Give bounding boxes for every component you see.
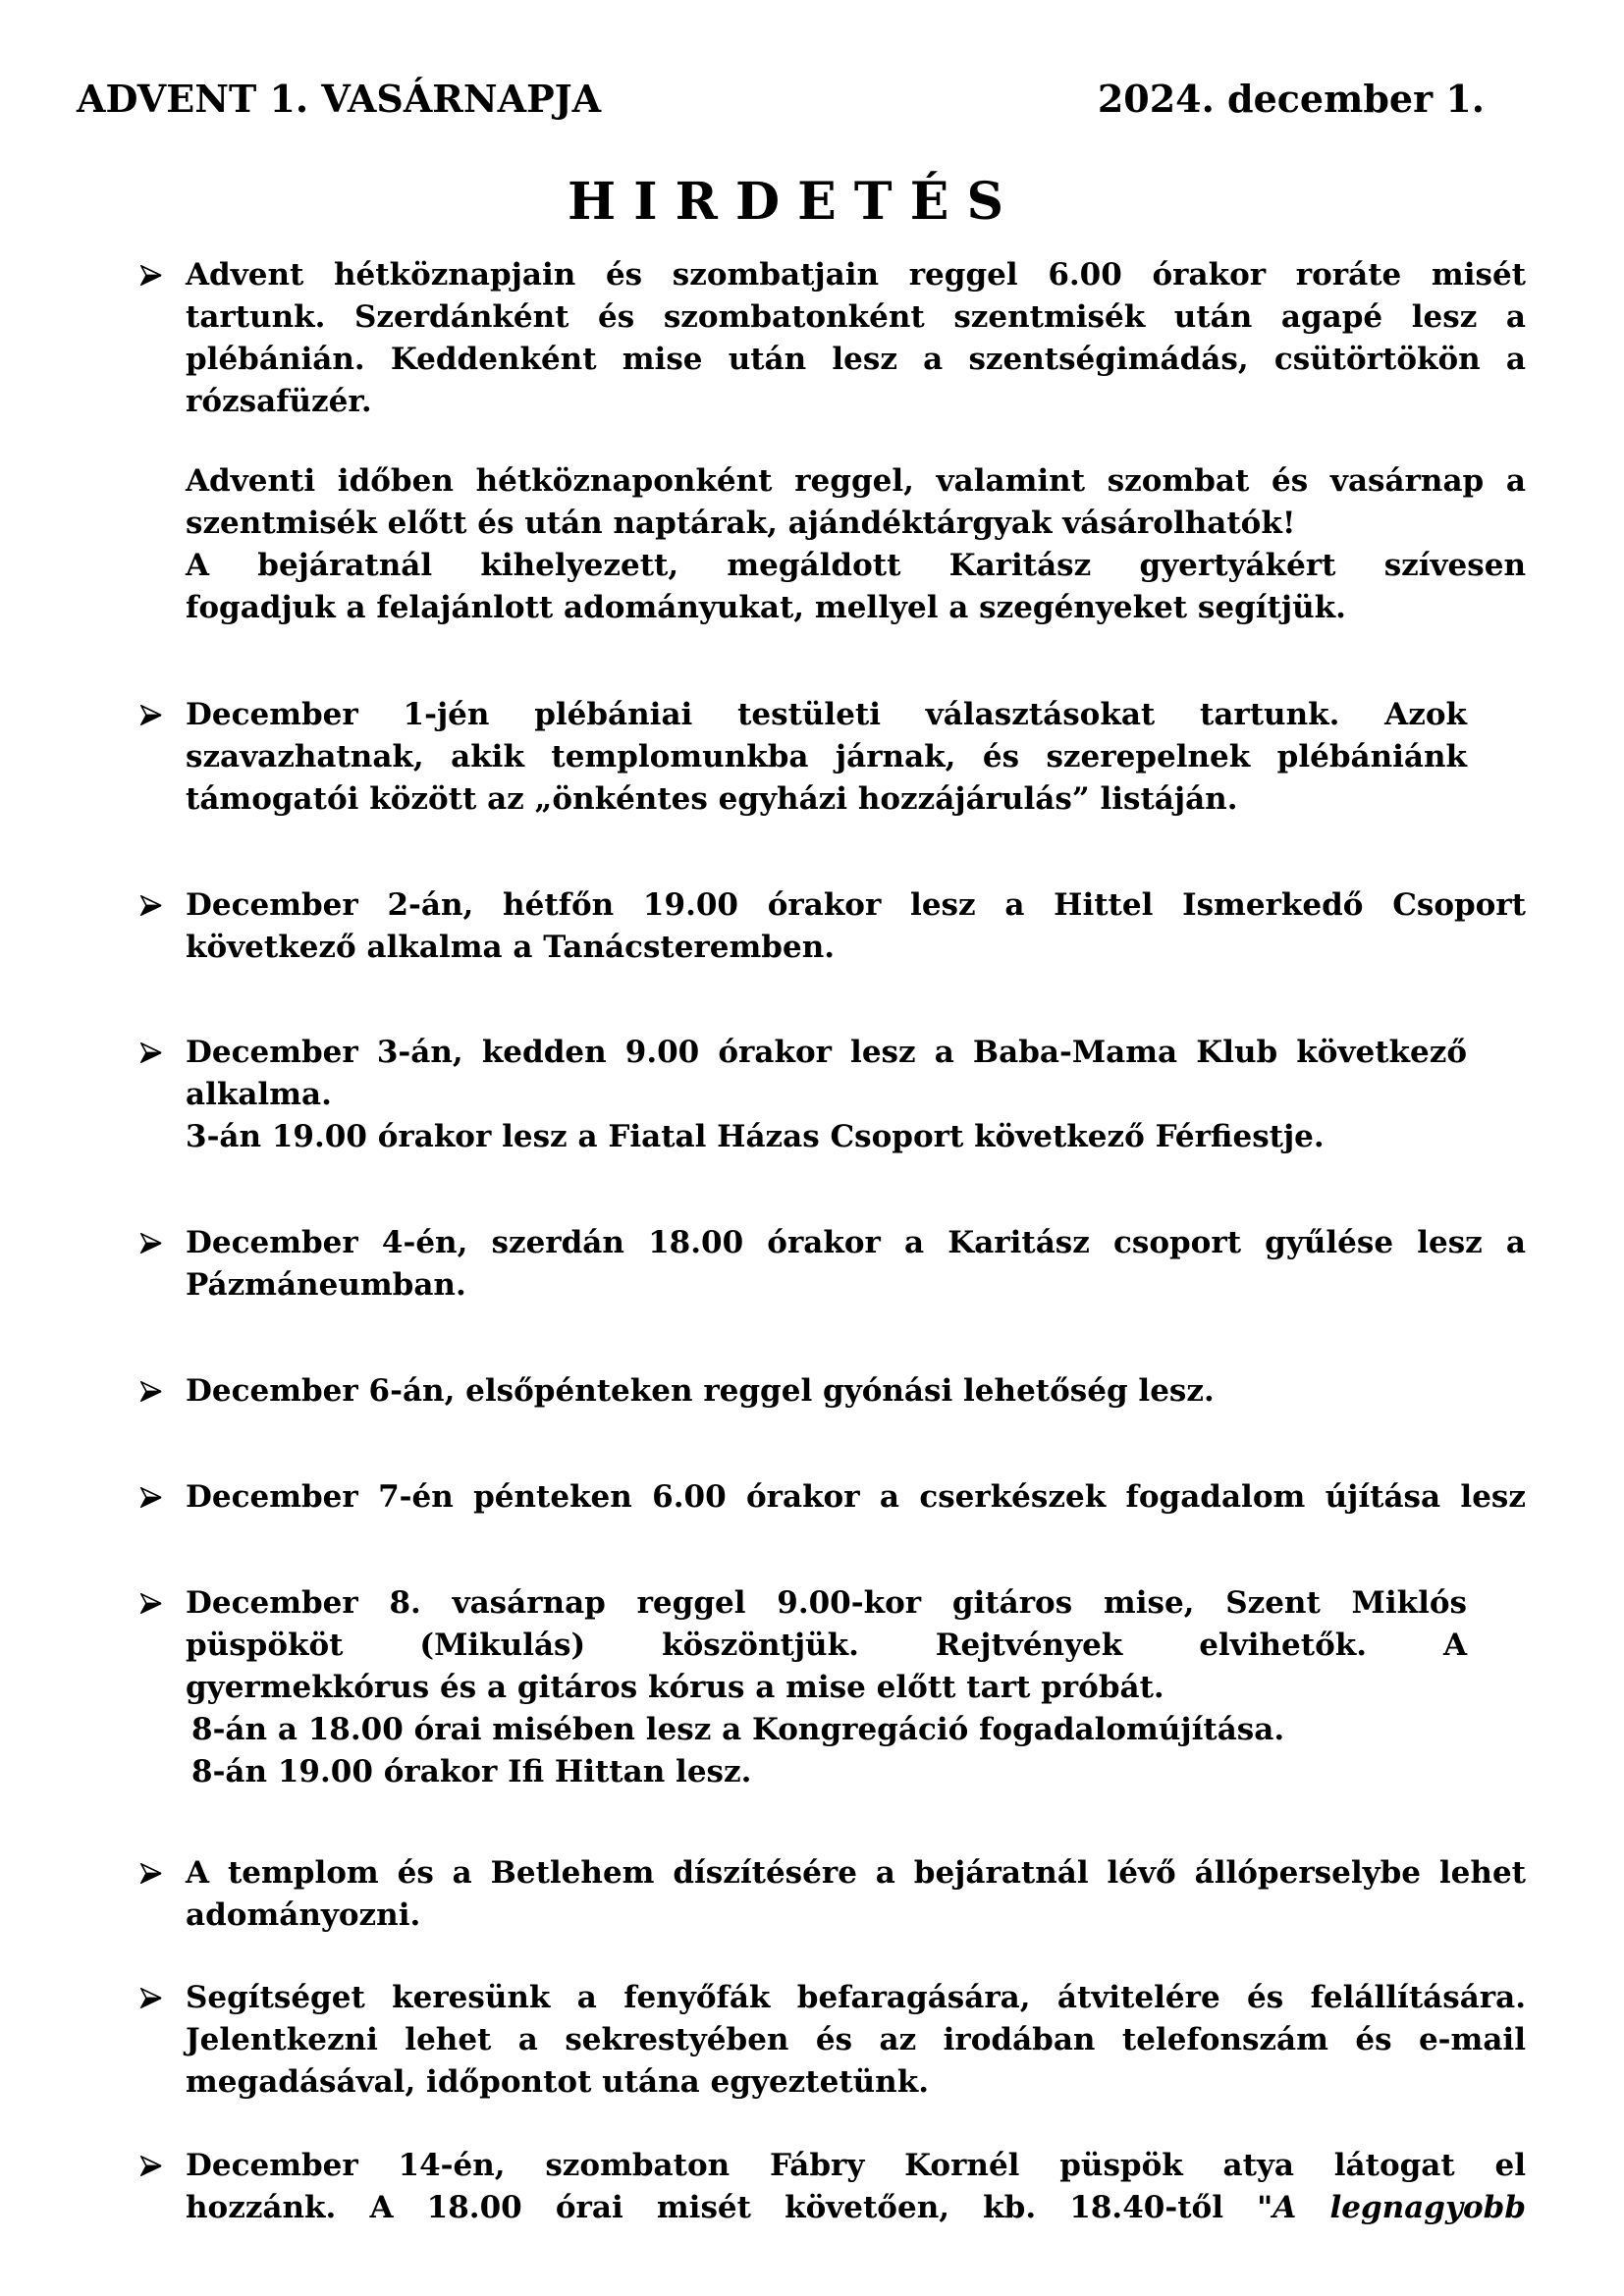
announcement-item — [186, 884, 1526, 969]
announcement-line: gyermekkórus és a gitáros kórus a mise előtt tart próbát. — [186, 1670, 1164, 1705]
bullet-arrow-icon — [140, 1487, 162, 1508]
announcement-line: püspököt (Mikulás) köszöntjük. Rejtvények elvihetők. A — [186, 1628, 1467, 1663]
announcement-line: megadásával, időpontot utána egyeztetünk. — [186, 2064, 929, 2100]
announcement-line: December 8. vasárnap reggel 9.00-kor gitáros mise, Szent Miklós — [186, 1585, 1467, 1621]
announcement-item — [186, 1582, 1467, 1793]
bullet-arrow-icon — [140, 2156, 162, 2176]
bullet-arrow-icon — [140, 1593, 162, 1614]
announcement-line: December 4-én, szerdán 18.00 órakor a Karitász csoport gyűlése lesz a — [186, 1225, 1526, 1260]
announcement-item — [186, 1222, 1526, 1307]
announcement-item — [186, 1977, 1526, 2104]
announcement-line: adományozni. — [186, 1897, 421, 1933]
announcement-line: fogadjuk a felajánlott adományukat, mellyel a szegényeket segítjük. — [186, 590, 1346, 625]
announcement-line: A templom és a Betlehem díszítésére a bejáratnál lévő állóperselybe lehet — [186, 1855, 1526, 1891]
announcement-item — [186, 694, 1467, 821]
announcement-line: December 14-én, szombaton Fábry Kornél püspök atya látogat el — [186, 2148, 1526, 2183]
announcement-item — [186, 1852, 1526, 1937]
announcement-line: támogatói között az „önkéntes egyházi hozzájárulás” listáján. — [186, 781, 1238, 817]
bullet-arrow-icon — [140, 1863, 162, 1884]
italic-quote-text: "A legnagyobb — [1257, 2190, 1527, 2225]
announcement-line: December 1-jén plébániai testületi választásokat tartunk. Azok — [186, 697, 1467, 732]
date-heading: 2024. december 1. — [1097, 77, 1485, 121]
announcement-line: Adventi időben hétköznaponként reggel, valamint szombat és vasárnap a — [186, 463, 1526, 499]
page-title: H I R D E T É S — [568, 172, 1004, 232]
bullet-arrow-icon — [140, 265, 162, 286]
announcement-line: alkalma. — [186, 1077, 332, 1112]
announcement-line: December 7-én pénteken 6.00 órakor a cserkészek fogadalom újítása lesz — [186, 1479, 1526, 1515]
announcement-line: Advent hétköznapjain és szombatjain reggel 6.00 órakor roráte misét — [186, 257, 1526, 293]
bullet-arrow-icon — [140, 1233, 162, 1254]
liturgical-day-heading: ADVENT 1. VASÁRNAPJA — [77, 77, 602, 121]
bullet-arrow-icon — [140, 1042, 162, 1063]
announcement-line: 3-án 19.00 órakor lesz a Fiatal Házas Csoport következő Férfiestje. — [186, 1119, 1325, 1154]
bullet-arrow-icon — [140, 895, 162, 916]
announcement-item — [186, 1370, 1526, 1413]
announcement-line: Jelentkezni lehet a sekrestyében és az irodában telefonszám és e-mail — [186, 2022, 1526, 2057]
announcement-line: December 6-án, elsőpénteken reggel gyónási lehetőség lesz. — [186, 1373, 1215, 1409]
announcement-line: 8-án 19.00 órakor Ifi Hittan lesz. — [191, 1754, 752, 1789]
announcement-line: Segítséget keresünk a fenyőfák befaragására, átvitelére és felállítására. — [186, 1980, 1526, 2015]
announcement-line — [186, 2187, 1526, 2229]
announcement-line: rózsafüzér. — [186, 384, 372, 419]
announcement-line: szavazhatnak, akik templomunkba járnak, és szerepelnek plébániánk — [186, 739, 1467, 774]
announcement-item — [186, 1032, 1467, 1158]
announcement-line-text: hozzánk. A 18.00 órai misét követően, kb. 18.40-től — [186, 2190, 1223, 2225]
bullet-arrow-icon — [140, 1381, 162, 1402]
bullet-arrow-icon — [140, 705, 162, 725]
announcement-item — [186, 254, 1526, 423]
announcement-line: December 3-án, kedden 9.00 órakor lesz a Baba-Mama Klub következő — [186, 1035, 1467, 1070]
announcement-line: 8-án a 18.00 órai misében lesz a Kongregáció fogadalomújítása. — [191, 1712, 1285, 1747]
bullet-arrow-icon — [140, 1988, 162, 2008]
announcement-item — [186, 1476, 1526, 1519]
announcement-line: tartunk. Szerdánként és szombatonként szentmisék után agapé lesz a — [186, 299, 1526, 335]
announcement-line: December 2-án, hétfőn 19.00 órakor lesz a Hittel Ismerkedő Csoport — [186, 887, 1526, 923]
announcement-line: Pázmáneumban. — [186, 1267, 466, 1303]
announcement-line: szentmisék előtt és után naptárak, ajándéktárgyak vásárolhatók! — [186, 506, 1296, 541]
announcement-line: A bejáratnál kihelyezett, megáldott Karitász gyertyákért szívesen — [186, 548, 1526, 583]
announcement-line: plébánián. Keddenként mise után lesz a szentségimádás, csütörtökön a — [186, 342, 1526, 377]
announcement-item — [186, 2145, 1526, 2229]
announcement-line: következő alkalma a Tanácsteremben. — [186, 930, 836, 965]
announcement-paragraph — [186, 460, 1526, 629]
